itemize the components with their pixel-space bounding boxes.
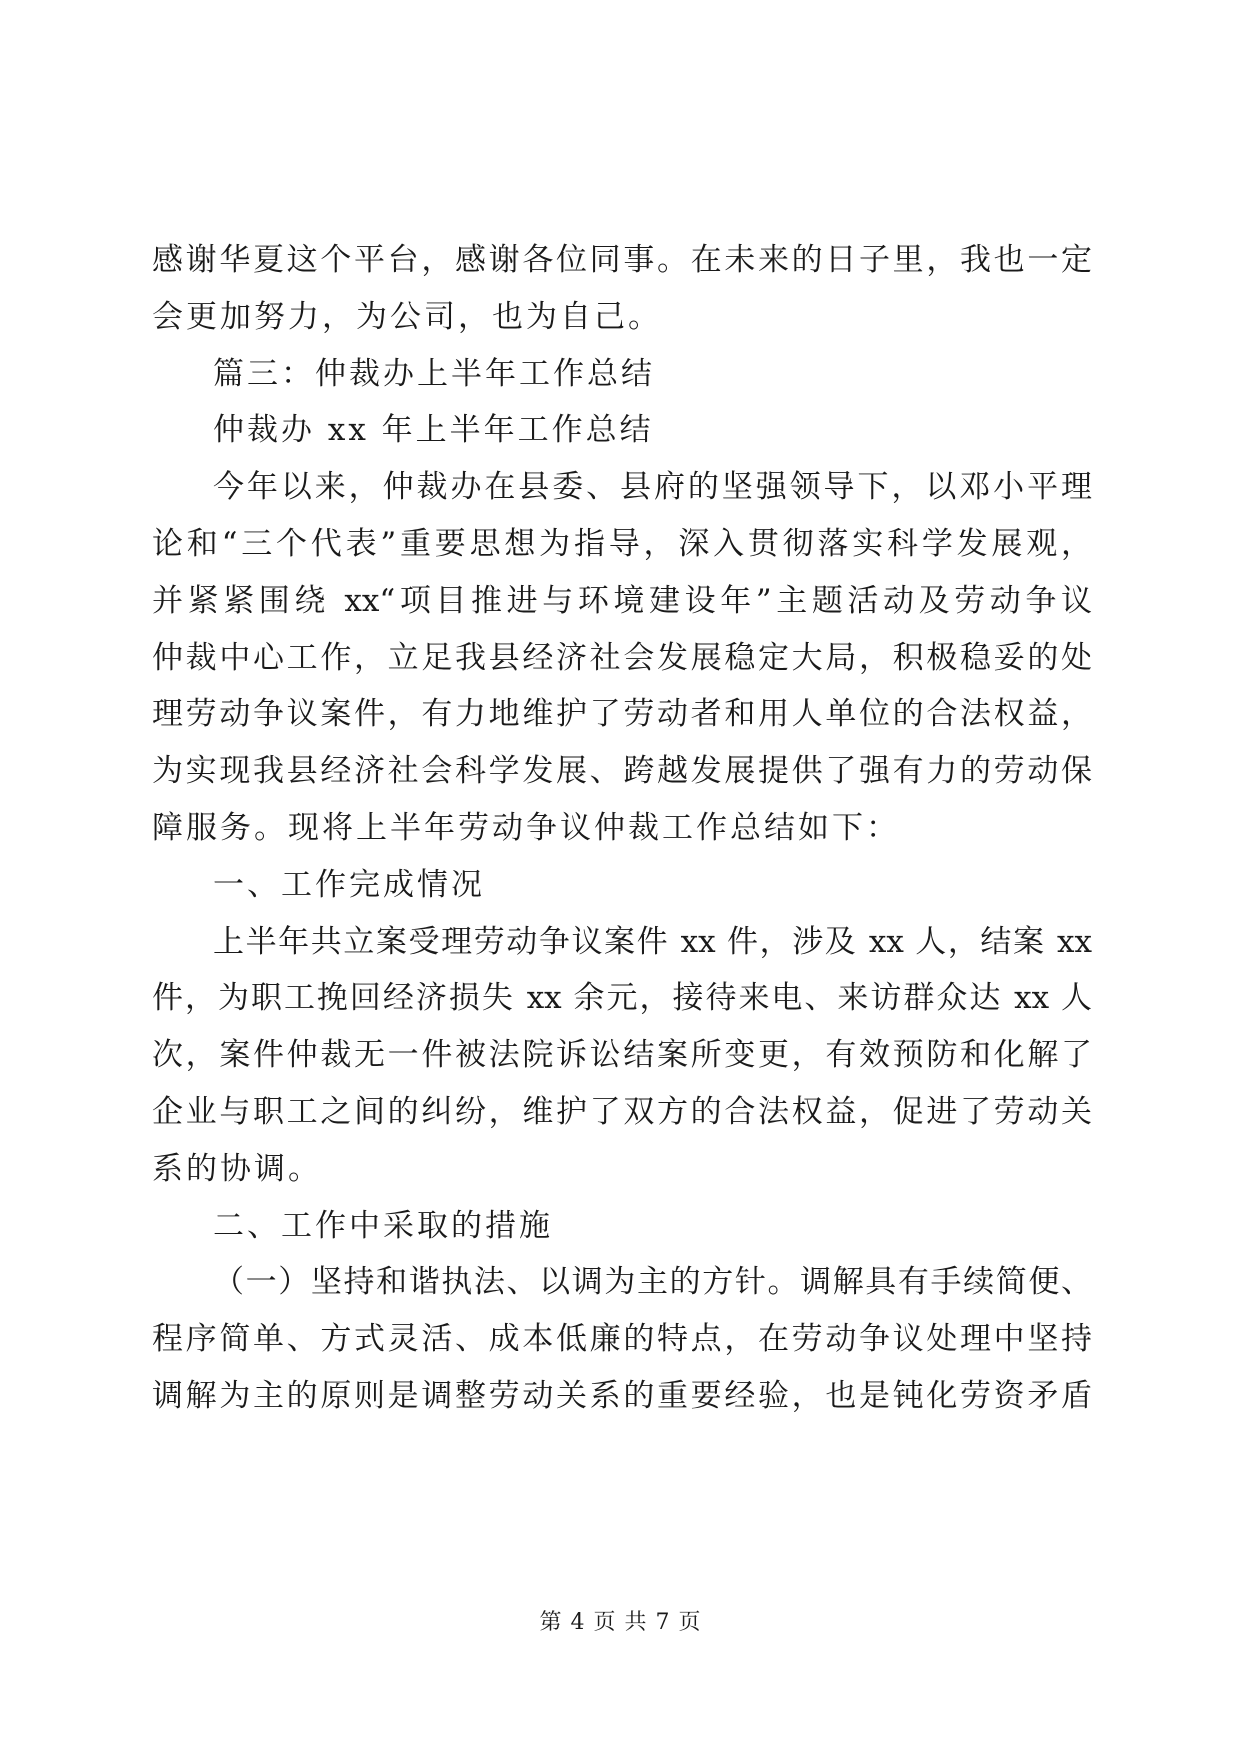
document-title: 仲裁办 xx 年上半年工作总结: [213, 412, 654, 449]
paragraph-line: 感谢华夏这个平台，感谢各位同事。在未来的日子里，我也一定: [152, 242, 1092, 278]
paragraph-line: 企业与职工之间的纠纷，维护了双方的合法权益，促进了劳动关: [152, 1093, 1092, 1130]
paragraph-line: 今年以来，仲裁办在县委、县府的坚强领导下，以邓小平理: [213, 469, 1092, 506]
page-number-footer: 第 4 页 共 7 页: [539, 1610, 702, 1635]
paragraph-line: 件，为职工挽回经济损失 xx 余元，接待来电、来访群众达 xx 人: [152, 980, 1092, 1017]
paragraph-line: 程序简单、方式灵活、成本低廉的特点，在劳动争议处理中坚持: [152, 1321, 1092, 1358]
paragraph-line: 并紧紧围绕 xx“项目推进与环境建设年”主题活动及劳动争议: [152, 582, 1092, 619]
paragraph-line: 系的协调。: [152, 1150, 322, 1187]
paragraph-line: 论和“三个代表”重要思想为指导，深入贯彻落实科学发展观，: [152, 525, 1092, 562]
paragraph-line: 次，案件仲裁无一件被法院诉讼结案所变更，有效预防和化解了: [152, 1037, 1092, 1074]
paragraph-line: 仲裁中心工作，立足我县经济社会发展稳定大局，积极稳妥的处: [152, 639, 1092, 676]
paragraph-line: 理劳动争议案件，有力地维护了劳动者和用人单位的合法权益，: [152, 696, 1092, 733]
paragraph-line: 为实现我县经济社会科学发展、跨越发展提供了强有力的劳动保: [152, 753, 1092, 790]
paragraph-line: 上半年共立案受理劳动争议案件 xx 件，涉及 xx 人，结案 xx: [213, 923, 1092, 960]
section-heading: 二、工作中采取的措施: [213, 1207, 553, 1244]
paragraph-line: 障服务。现将上半年劳动争议仲裁工作总结如下：: [152, 809, 900, 846]
body-text: [152, 232, 1092, 1425]
paragraph-line: 会更加努力，为公司，也为自己。: [152, 298, 662, 335]
section-heading: 一、工作完成情况: [213, 866, 485, 903]
section-heading: 篇三：仲裁办上半年工作总结: [213, 355, 655, 392]
paragraph-line: 调解为主的原则是调整劳动关系的重要经验，也是钝化劳资矛盾: [152, 1377, 1092, 1414]
paragraph-line: （一）坚持和谐执法、以调为主的方针。调解具有手续简便、: [213, 1264, 1092, 1301]
